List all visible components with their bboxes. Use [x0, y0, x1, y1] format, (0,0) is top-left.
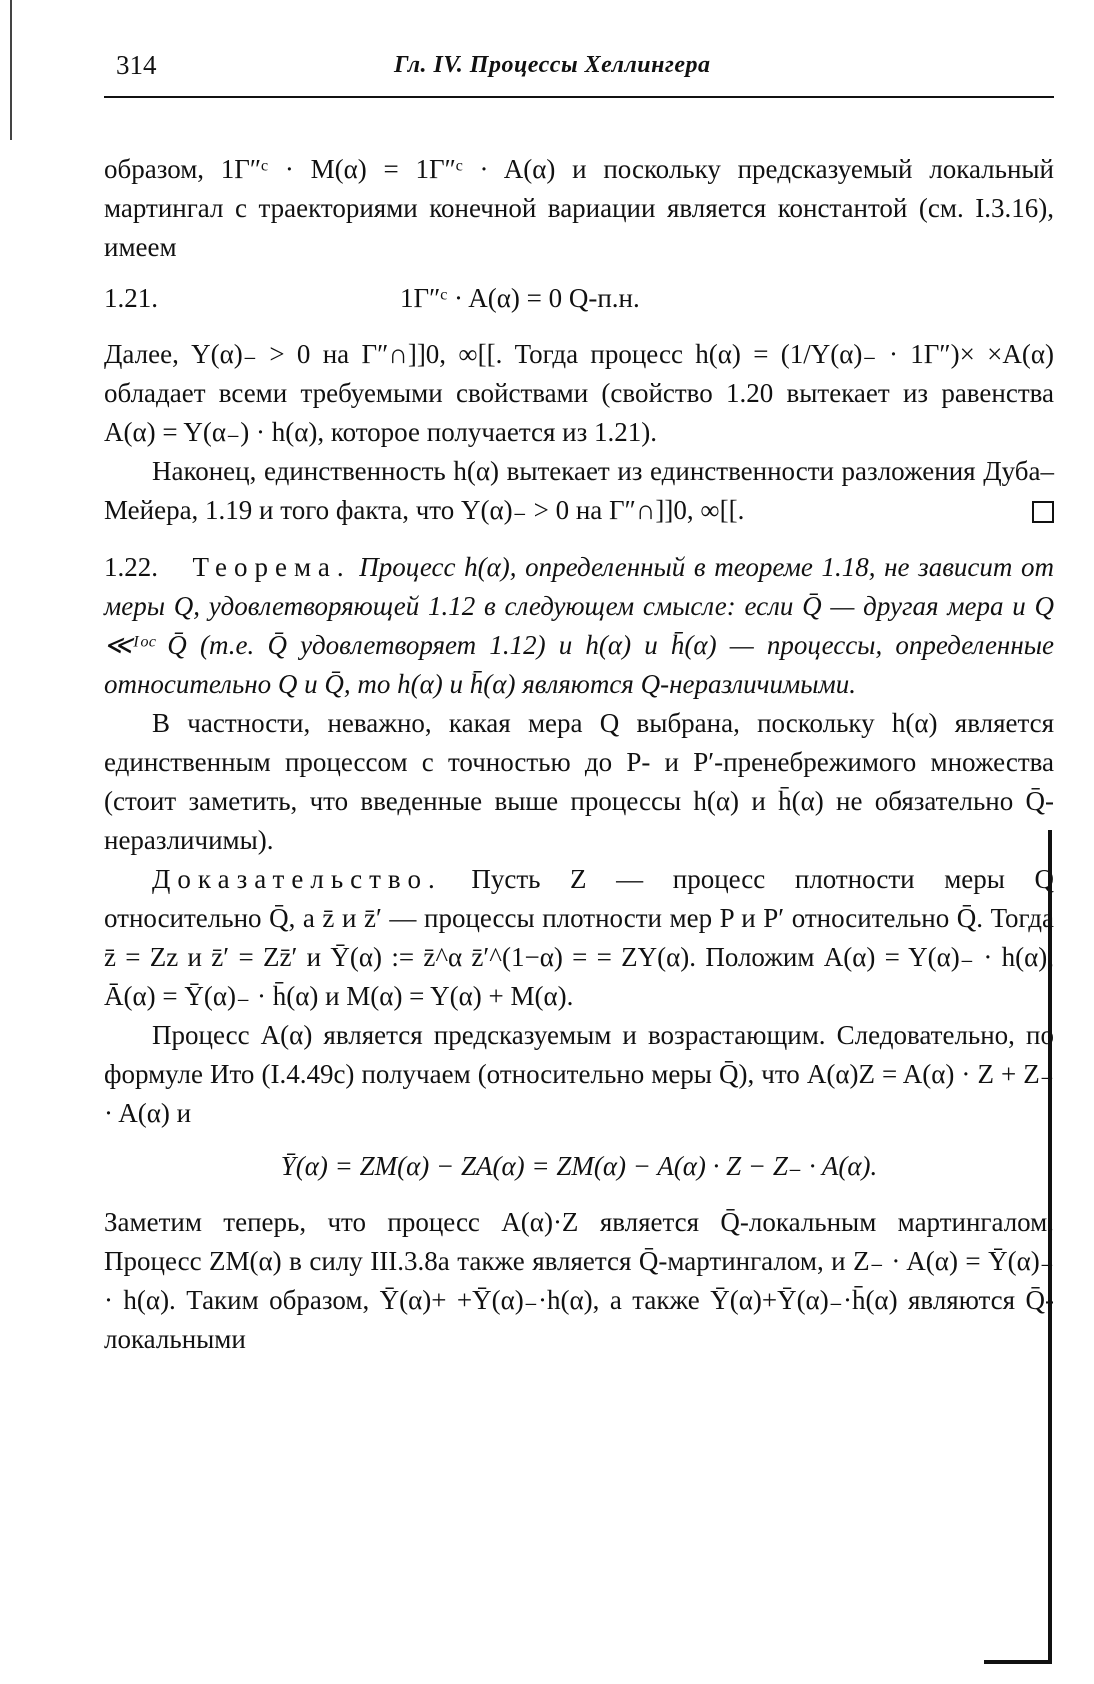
theorem-label: 1.22.: [104, 552, 158, 582]
paragraph-3-text: Наконец, единственность h(α) вытекает из единственности разложения Дуба–Мейера, 1.19 и того факта, что Y(α)₋ > 0 на Γ″∩]]0, ∞[[.: [104, 456, 1054, 525]
paragraph-6: Заметим теперь, что процесс A(α)·Z является Q̄-локальным мартингалом. Процесс ZM(α) в силу III.3.8a также является Q̄-мартингалом, и Z₋ · A(α) = Ȳ(α)₋ · h(α). Таким образом, Ȳ(α)+ +Ȳ(α)₋·h(α), а также Ȳ(α)+Ȳ(α)₋·h̄(α) являются Q̄-локальными: [104, 1207, 1054, 1354]
theorem-word: Теорема.: [192, 552, 351, 582]
qed-square-icon: [1032, 501, 1054, 523]
scan-frame-bottom: [984, 1660, 1052, 1664]
theorem-1-22: [104, 548, 1054, 704]
page-number: 314: [116, 50, 157, 80]
paragraph-3: [104, 452, 1054, 530]
book-page: [104, 40, 1054, 1640]
proof-word: Доказательство.: [152, 864, 442, 894]
proof-text: Пусть Z — процесс плотности меры Q относительно Q̄, а z̄ и z̄′ — процессы плотности мер P и P′ относительно Q̄. Тогда z̄ = Zz и z̄′ = Zz̄′ и Ȳ(α) := z̄^α z̄′^(1−α) = = ZY(α). Положим A(α) = Y(α)₋ · h(α), Ā(α) = Ȳ(α)₋ · h̄(α) и M(α) = Y(α) + M(α).: [104, 864, 1054, 1011]
running-head: Гл. IV. Процессы Хеллингера: [394, 52, 711, 78]
paragraph-2: Далее, Y(α)₋ > 0 на Γ″∩]]0, ∞[[. Тогда процесс h(α) = (1/Y(α)₋ · 1Γ″)× ×A(α) обладает всеми требуемыми свойствами (свойство 1.20 вытекает из равенства A(α) = Y(α₋) · h(α), которое получается из 1.21).: [104, 339, 1054, 447]
formula-1-21: [104, 277, 1054, 319]
paragraph-4: В частности, неважно, какая мера Q выбрана, поскольку h(α) является единственным процессом с точностью до P- и P′-пренебрежимого множества (стоит заметить, что введенные выше процессы h(α) и h̄(α) не обязательно Q̄-неразличимы).: [104, 708, 1054, 855]
page-body: [104, 150, 1054, 1359]
paragraph-1: образом, 1Γ″ᶜ · M(α) = 1Γ″ᶜ · A(α) и поскольку предсказуемый локальный мартингал с траекториями конечной вариации является константой (см. I.3.16), имеем: [104, 154, 1054, 262]
page-header: [104, 40, 1054, 98]
scan-frame-left: [10, 0, 12, 140]
theorem-text: Процесс h(α), определенный в теореме 1.18, не зависит от меры Q, удовлетворяющей 1.12 в следующем смысле: если Q̄ — другая мера и Q ≪ᴵᵒᶜ Q̄ (т.е. Q̄ удовлетворяет 1.12) и h(α) и h̄(α) — процессы, определенные относительно Q и Q̄, то h(α) и h̄(α) являются Q-неразличимыми.: [104, 552, 1055, 699]
formula-number: 1.21.: [104, 283, 158, 313]
formula-body: 1Γ″ᶜ · A(α) = 0 Q-п.н.: [400, 283, 640, 313]
proof-paragraph: [104, 860, 1054, 1016]
display-equation: Ȳ(α) = ZM(α) − ZA(α) = ZM(α) − A(α) · Z − Z₋ · A(α).: [280, 1151, 878, 1181]
paragraph-5: Процесс A(α) является предсказуемым и возрастающим. Следовательно, по формуле Ито (I.4.49c) получаем (относительно меры Q̄), что A(α)Z = A(α) · Z + Z₋ · A(α) и: [104, 1020, 1054, 1128]
